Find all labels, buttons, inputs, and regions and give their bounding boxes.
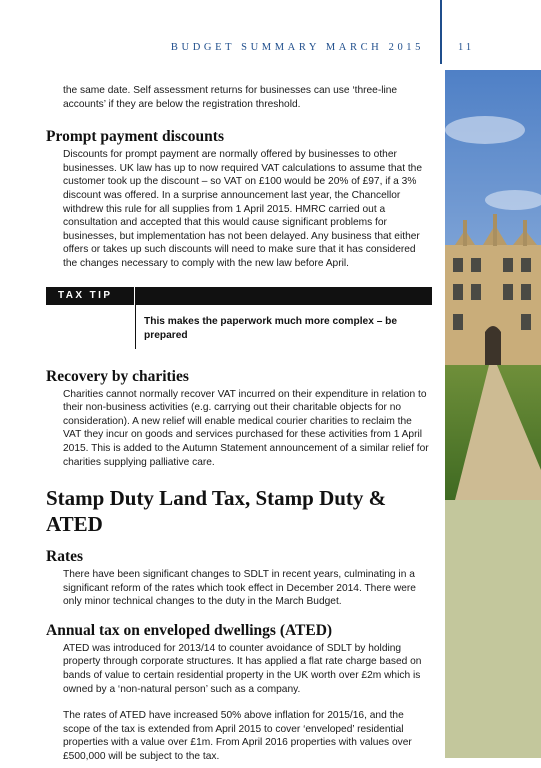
charities-body: Charities cannot normally recover VAT incurred on their expenditure in relation to their non-business activities (e.g. carrying out their charitable objects for no consideration). A new relief will enable medical courier charities to reclaim the VAT they incur on goods and services purchased for these activities from 1 April 2015. This is added to the Autumn Statement announcement of a similar relief for charities supplying palliative care. bbox=[63, 388, 429, 468]
rates-heading: Rates bbox=[46, 548, 84, 566]
intro-continuation-text: the same date. Self assessment returns for businesses can use ‘three-line accounts’ if they are below the registration threshold. bbox=[63, 85, 398, 110]
manor-house-photo bbox=[445, 70, 541, 500]
prompt-payment-body: Discounts for prompt payment are normally offered by businesses to other businesses. UK law has up to now required VAT calculations to assume that the customer took up the discount – so VAT on £100 would be 20% of £97, if a 3% discount was offered. In a surprise announcement last year, the Chancellor withdrew this rule for all supplies from 1 April 2015. HMRC carried out a consultation and accepted that this would cause significant problems for businesses, but implementation has not been delayed. Any business that either offers or takes up such discounts will need to make sure that it has considered the changes necessary to comply with the new law before April. bbox=[63, 149, 423, 269]
header-title: BUDGET SUMMARY MARCH 2015 bbox=[170, 42, 424, 53]
ated-body-2: The rates of ATED have increased 50% above inflation for 2015/16, and the scope of the tax is extended from April 2015 to cover ‘enveloped’ residential properties with a value over £1m. From April 2016 properties with values over £500,000 will be subject to the tax. bbox=[63, 710, 412, 763]
tax-tip-label: TAX TIP bbox=[58, 289, 113, 301]
ated-body-1: ATED was introduced for 2013/14 to counter avoidance of SDLT by holding property through corporate structures. It has applied a flat rate charge based on bands of value to certain residential property in the UK worth over £2m which is owned by a ‘non-natural person’ such as a company. bbox=[63, 642, 422, 695]
tax-tip-text: This makes the paperwork much more complex – be prepared bbox=[135, 305, 404, 349]
charities-heading: Recovery by charities bbox=[46, 367, 189, 385]
tax-tip-divider bbox=[134, 287, 135, 305]
tax-tip-bar bbox=[46, 287, 432, 305]
page-number: 11 bbox=[458, 42, 475, 53]
main-content bbox=[46, 84, 432, 764]
side-green-panel bbox=[445, 500, 541, 758]
header-vertical-rule bbox=[440, 0, 442, 64]
page-header bbox=[0, 38, 440, 62]
prompt-payment-heading: Prompt payment discounts bbox=[46, 128, 224, 146]
rates-body: There have been significant changes to SDLT in recent years, culminating in a significant reform of the rates which took effect in December 2014. There were only minor technical changes to the duty in the March Budget. bbox=[63, 569, 416, 608]
stamp-duty-heading: Stamp Duty Land Tax, Stamp Duty & ATED bbox=[46, 486, 387, 537]
ated-heading: Annual tax on enveloped dwellings (ATED) bbox=[46, 621, 333, 639]
